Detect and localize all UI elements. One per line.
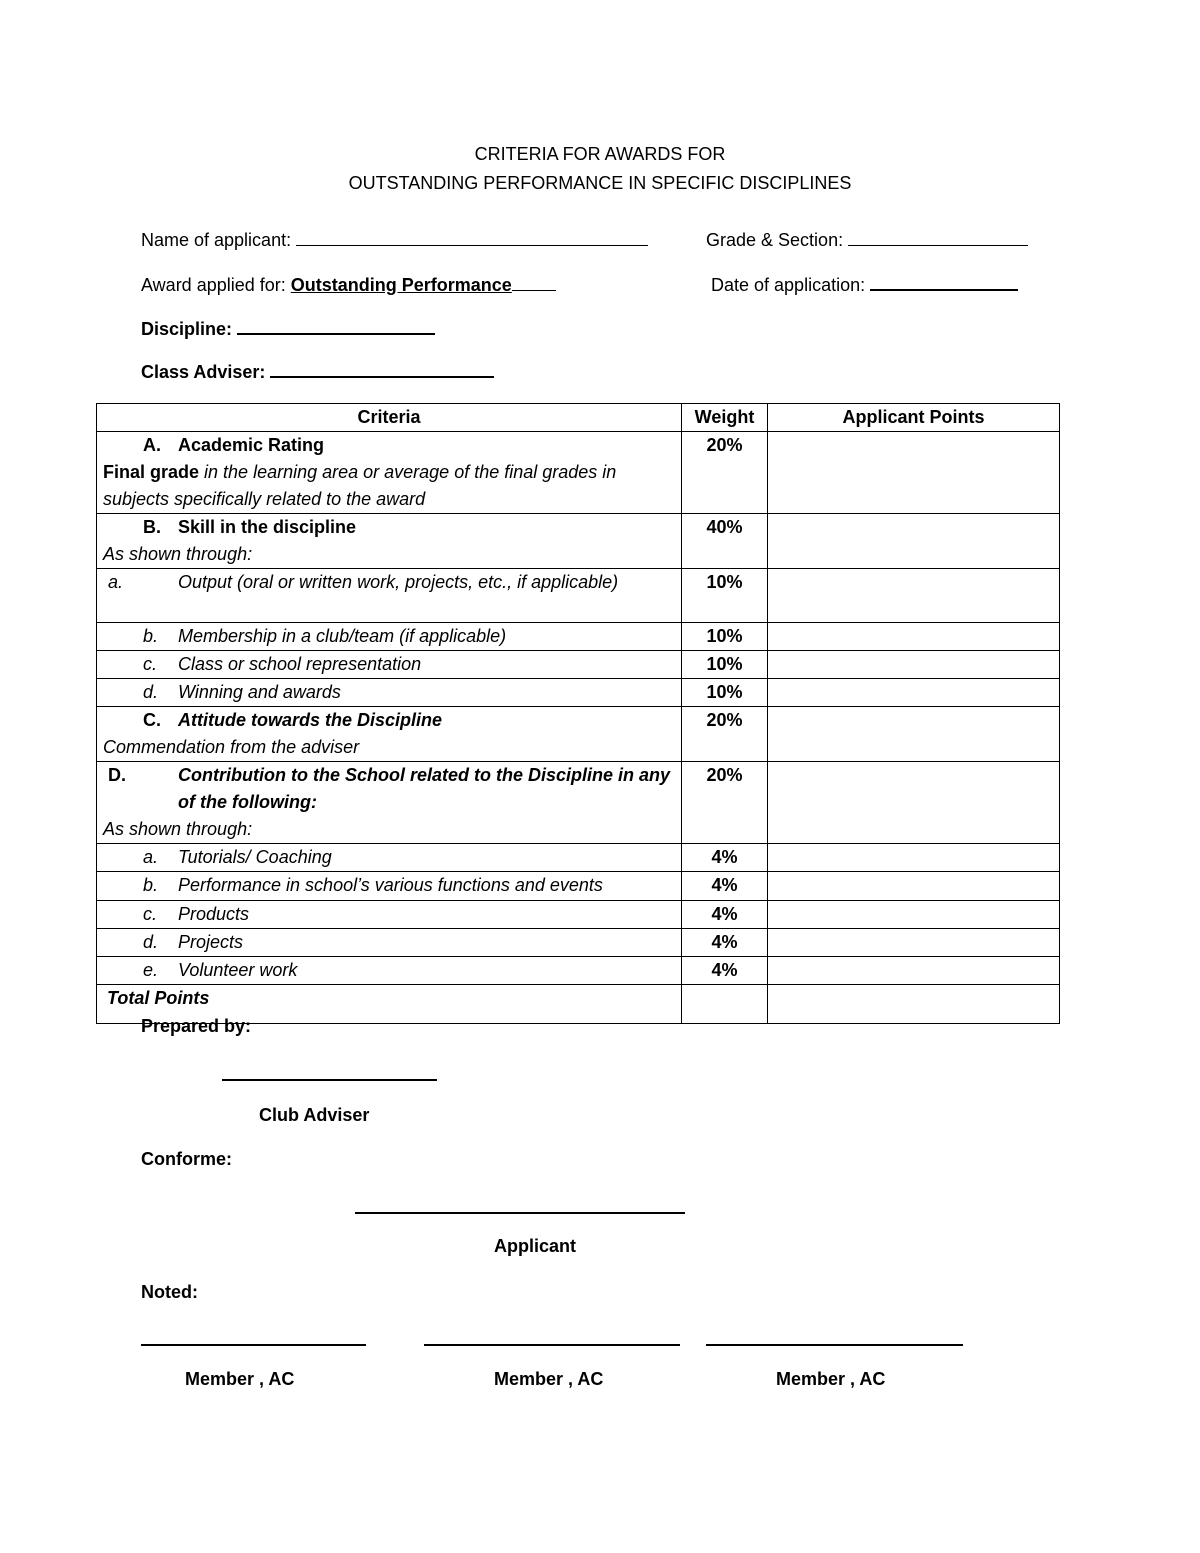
points-b1[interactable]	[768, 569, 1060, 623]
weight-d2: 4%	[682, 872, 768, 901]
criteria-d4-cell	[97, 929, 682, 957]
criteria-d-letter: D.	[108, 765, 126, 785]
applicant-signature-line[interactable]	[355, 1212, 685, 1214]
criteria-d2-letter: b.	[143, 875, 159, 895]
table-row	[97, 929, 1060, 957]
member-3-label: Member , AC	[776, 1369, 886, 1389]
criteria-b4-letter: d.	[143, 682, 159, 702]
weight-c: 20%	[682, 707, 768, 762]
criteria-b3-text: Class or school representation	[178, 654, 422, 674]
name-label: Name of applicant:	[141, 230, 292, 250]
criteria-d4-text: Projects	[178, 932, 244, 952]
member-1-label: Member , AC	[185, 1369, 295, 1389]
date-field-row	[711, 274, 1018, 296]
criteria-a-bold: Final grade	[103, 462, 200, 482]
points-d5[interactable]	[768, 957, 1060, 985]
criteria-b2-text: Membership in a club/team (if applicable)	[178, 626, 507, 646]
criteria-d3-text: Products	[178, 904, 250, 924]
table-row	[97, 623, 1060, 651]
header-criteria: Criteria	[97, 404, 682, 432]
table-row	[97, 901, 1060, 929]
points-b[interactable]	[768, 514, 1060, 569]
adviser-input-line[interactable]	[270, 362, 494, 378]
points-c[interactable]	[768, 707, 1060, 762]
table-row	[97, 844, 1060, 872]
member-1-signature-line[interactable]	[141, 1344, 366, 1346]
grade-field-row	[706, 229, 1028, 251]
noted-label: Noted:	[141, 1282, 198, 1302]
table-row	[97, 679, 1060, 707]
criteria-c-title: Attitude towards the Discipline	[178, 710, 443, 730]
table-row	[97, 432, 1060, 514]
header-weight: Weight	[682, 404, 768, 432]
total-weight-cell[interactable]	[682, 985, 768, 1024]
award-value[interactable]: Outstanding Performance	[290, 275, 512, 295]
criteria-a-cell	[97, 432, 682, 514]
title-line-2: OUTSTANDING PERFORMANCE IN SPECIFIC DISCIPLINES	[348, 173, 852, 193]
weight-d5: 4%	[682, 957, 768, 985]
points-b3[interactable]	[768, 651, 1060, 679]
grade-input-line[interactable]	[848, 231, 1028, 246]
criteria-d1-cell	[97, 844, 682, 872]
criteria-a-description	[103, 459, 675, 513]
weight-b4: 10%	[682, 679, 768, 707]
member-3-signature-line[interactable]	[706, 1344, 963, 1346]
weight-b3: 10%	[682, 651, 768, 679]
name-field-row	[141, 229, 648, 251]
weight-d3: 4%	[682, 901, 768, 929]
total-points-cell[interactable]	[768, 985, 1060, 1024]
criteria-b2-letter: b.	[143, 626, 159, 646]
criteria-a-letter: A.	[143, 435, 161, 455]
criteria-d5-text: Volunteer work	[178, 960, 298, 980]
table-row	[97, 569, 1060, 623]
criteria-c-letter: C.	[143, 710, 161, 730]
table-row	[97, 651, 1060, 679]
table-row	[97, 514, 1060, 569]
discipline-field-row	[141, 318, 435, 340]
criteria-d-title: Contribution to the School related to the Discipline in any of the following:	[178, 765, 671, 812]
table-header-row	[97, 404, 1060, 432]
adviser-field-row	[141, 361, 494, 383]
title-line-1: CRITERIA FOR AWARDS FOR	[474, 144, 726, 164]
date-label: Date of application:	[711, 275, 866, 295]
points-b4[interactable]	[768, 679, 1060, 707]
header-applicant-points: Applicant Points	[768, 404, 1060, 432]
criteria-d-cell	[97, 762, 682, 844]
member-2-label: Member , AC	[494, 1369, 604, 1389]
criteria-d1-letter: a.	[143, 847, 159, 867]
prepared-by-label: Prepared by:	[141, 1016, 252, 1036]
weight-b2: 10%	[682, 623, 768, 651]
club-adviser-signature-line[interactable]	[222, 1079, 437, 1081]
weight-d4: 4%	[682, 929, 768, 957]
criteria-b-cell	[97, 514, 682, 569]
criteria-b-letter: B.	[143, 517, 161, 537]
date-input-line[interactable]	[870, 275, 1018, 291]
weight-d1: 4%	[682, 844, 768, 872]
points-d4[interactable]	[768, 929, 1060, 957]
criteria-c-desc: Commendation from the adviser	[103, 737, 360, 757]
award-label: Award applied for:	[141, 275, 286, 295]
criteria-b3-cell	[97, 651, 682, 679]
criteria-d5-cell	[97, 957, 682, 985]
points-a[interactable]	[768, 432, 1060, 514]
name-input-line[interactable]	[296, 231, 648, 246]
criteria-b2-cell	[97, 623, 682, 651]
grade-label: Grade & Section:	[706, 230, 844, 250]
criteria-d3-letter: c.	[143, 904, 158, 924]
criteria-a-title: Academic Rating	[178, 435, 325, 455]
table-row	[97, 762, 1060, 844]
adviser-label: Class Adviser:	[141, 362, 266, 382]
criteria-d5-letter: e.	[143, 960, 159, 980]
criteria-b3-letter: c.	[143, 654, 158, 674]
criteria-d-desc: As shown through:	[103, 819, 253, 839]
table-row	[97, 707, 1060, 762]
points-d[interactable]	[768, 762, 1060, 844]
criteria-table	[96, 403, 1060, 1024]
criteria-a-desc: in the learning area or average of the final grades in subjects specifically related to the award	[103, 462, 617, 509]
conforme-label: Conforme:	[141, 1149, 232, 1169]
table-row	[97, 957, 1060, 985]
applicant-label: Applicant	[494, 1236, 577, 1256]
weight-b: 40%	[682, 514, 768, 569]
weight-b1: 10%	[682, 569, 768, 623]
points-d3[interactable]	[768, 901, 1060, 929]
criteria-d3-cell	[97, 901, 682, 929]
criteria-d1-text: Tutorials/ Coaching	[178, 847, 332, 867]
criteria-d4-letter: d.	[143, 932, 159, 952]
criteria-b4-cell	[97, 679, 682, 707]
weight-a: 20%	[682, 432, 768, 514]
discipline-label: Discipline:	[141, 319, 233, 339]
criteria-b1-cell	[97, 569, 682, 623]
award-field-row	[141, 274, 556, 296]
criteria-d2-text: Performance in school’s various functions and events	[178, 875, 603, 895]
criteria-a-heading	[143, 432, 675, 459]
total-points-label: Total Points	[97, 985, 682, 1024]
criteria-b1-letter: a.	[108, 572, 124, 592]
criteria-b1-text: Output (oral or written work, projects, etc., if applicable)	[178, 572, 619, 592]
member-2-signature-line[interactable]	[424, 1344, 680, 1346]
points-d2[interactable]	[768, 872, 1060, 901]
criteria-c-cell	[97, 707, 682, 762]
criteria-d2-cell	[97, 872, 682, 901]
award-input-line[interactable]	[512, 276, 556, 291]
criteria-b-desc: As shown through:	[103, 544, 253, 564]
weight-d: 20%	[682, 762, 768, 844]
points-b2[interactable]	[768, 623, 1060, 651]
table-row	[97, 872, 1060, 901]
discipline-input-line[interactable]	[237, 319, 435, 335]
criteria-b4-text: Winning and awards	[178, 682, 341, 702]
criteria-b-title: Skill in the discipline	[178, 517, 357, 537]
points-d1[interactable]	[768, 844, 1060, 872]
club-adviser-label: Club Adviser	[259, 1105, 370, 1125]
